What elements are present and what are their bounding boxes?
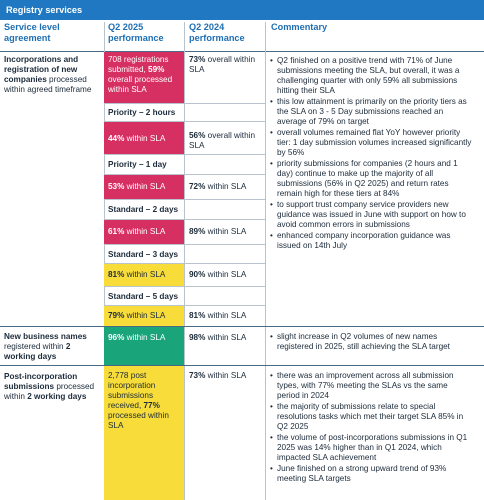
value-text: 708 registrations submitted,	[108, 55, 169, 74]
commentary-item: • overall volumes remained flat YoY however priority tier: 1 day submission volumes increased significantly by 56%	[270, 128, 472, 158]
header-q2-2024: Q2 2024 performance	[189, 22, 245, 43]
commentary-item: • enhanced company incorporation guidance was issued on 14th July	[270, 231, 472, 251]
q2-2024-tier-cell	[185, 220, 265, 240]
commentary-item: • priority submissions for companies (2 hours and 1 day) continue to make up the majority of all submissions (56% in Q2 2025) and return rates remain high for these tiers at 84%	[270, 159, 472, 199]
row-label-bold: Post-incorporation submissions	[4, 372, 78, 391]
value-text: within SLA	[205, 270, 247, 279]
tier-label: Standard – 5 days	[108, 292, 179, 301]
commentary-list	[270, 332, 472, 352]
commentary-item: • slight increase in Q2 volumes of new names registered in 2025, still achieving the SLA target	[270, 332, 472, 352]
row-label-business-names	[0, 329, 104, 365]
value-text: processed within SLA	[108, 411, 169, 430]
value-pct: 44%	[108, 134, 125, 143]
value-text: overall processed within SLA	[108, 75, 173, 94]
q2-2025-tier-cell	[104, 220, 184, 244]
value-text: within SLA	[205, 311, 247, 320]
value-pct: 90%	[189, 270, 206, 279]
commentary-item: • the majority of submissions relate to special resolutions tasks which met their target SLA 85% in Q2 2025	[270, 402, 472, 432]
row-label-incorporations	[0, 52, 104, 98]
q2-2025-business-names-cell	[104, 327, 184, 365]
q2-2025-tier-cell	[104, 306, 184, 326]
row-label-bold: New business names	[4, 332, 87, 341]
row-divider	[104, 154, 265, 155]
header-sla: Service level agreement	[4, 22, 60, 43]
value-pct: 81%	[189, 311, 206, 320]
commentary-item: • there was an improvement across all submission types, with 77% meeting the SLAs vs the same period in 2024	[270, 371, 472, 401]
q2-2025-post-incorporation-cell	[104, 366, 184, 500]
q2-2024-business-names-cell	[185, 327, 265, 346]
value-pct: 79%	[108, 311, 125, 320]
q2-2025-tier-cell	[104, 122, 184, 154]
header-q2-2025: Q2 2025 performance	[108, 22, 164, 43]
value-text: within SLA	[124, 182, 166, 191]
tier-label: Priority – 1 day	[108, 160, 167, 169]
value-text: overall within SLA	[189, 131, 255, 150]
row-divider	[104, 199, 265, 200]
value-pct: 98%	[189, 333, 206, 342]
tier-label: Priority – 2 hours	[108, 108, 176, 117]
q2-2024-post-incorporation-cell	[185, 366, 265, 384]
row-label-text: processed within	[4, 382, 95, 401]
value-text: within SLA	[205, 371, 247, 380]
q2-2024-tier-cell	[185, 306, 265, 324]
row-label-text: registered within	[4, 342, 66, 351]
commentary-item: • this low attainment is primarily on the priority tiers as the SLA on 3 - 5 Day submissions reached an average of 79% on target	[270, 97, 472, 127]
row-label-bold: 2 working days	[4, 342, 71, 361]
value-text: within SLA	[205, 333, 247, 342]
value-pct: 56%	[189, 131, 206, 140]
q2-2024-tier-cell	[185, 128, 265, 154]
commentary-item: • June finished on a strong upward trend of 93% meeting SLA targets	[270, 464, 472, 484]
commentary-item: • Q2 finished on a positive trend with 71% of June submissions meeting the SLA, but overall, it was a challenging quarter with only 59% all submissions hitting their SLA	[270, 56, 472, 96]
value-text: within SLA	[205, 182, 247, 191]
value-text: 2,778 post incorporation submissions received,	[108, 371, 156, 410]
section-title: Registry services	[6, 5, 83, 15]
commentary-item: • to support trust company service providers new guidance was issued in June with support on how to avoid common errors in submissions	[270, 200, 472, 230]
row-label-text: processed within agreed timeframe	[4, 75, 92, 94]
value-text: within SLA	[205, 227, 247, 236]
row-divider	[104, 103, 265, 104]
value-text: within SLA	[124, 333, 166, 342]
value-pct: 73%	[189, 371, 206, 380]
value-pct: 89%	[189, 227, 206, 236]
value-pct: 53%	[108, 182, 125, 191]
commentary-post-incorporation	[266, 368, 476, 488]
value-pct: 72%	[189, 182, 206, 191]
q2-2024-tier-cell	[185, 175, 265, 195]
value-pct: 96%	[108, 333, 125, 342]
header-commentary: Commentary	[271, 22, 328, 32]
value-text: overall within SLA	[189, 55, 255, 74]
q2-2025-overall-cell	[104, 52, 184, 103]
row-label-bold: 2 working days	[27, 392, 87, 401]
q2-2025-tier-cell	[104, 264, 184, 286]
row-label-post-incorporation	[0, 369, 104, 405]
commentary-item: • the volume of post-incorporations submissions in Q1 2025 was 14% higher than in Q1 2024, which impacted SLA achievement	[270, 433, 472, 463]
value-text: within SLA	[124, 134, 166, 143]
commentary-list	[270, 371, 472, 484]
section-title-bar	[0, 0, 484, 20]
tier-label: Standard – 2 days	[108, 205, 179, 214]
value-text: within SLA	[124, 270, 166, 279]
value-pct: 73%	[189, 55, 206, 64]
column-divider	[184, 22, 185, 500]
commentary-list	[270, 56, 472, 251]
value-pct: 77%	[143, 401, 160, 410]
value-text: within SLA	[124, 227, 166, 236]
q2-2024-overall-cell	[185, 52, 265, 78]
value-pct: 59%	[148, 65, 165, 74]
row-divider	[104, 244, 265, 245]
row-label-bold: Incorporations and registration of new companies	[4, 55, 79, 84]
q2-2025-tier-cell	[104, 175, 184, 199]
value-pct: 61%	[108, 227, 125, 236]
value-pct: 81%	[108, 270, 125, 279]
q2-2024-tier-cell	[185, 264, 265, 283]
value-text: within SLA	[124, 311, 166, 320]
commentary-incorporations	[266, 53, 476, 255]
row-divider	[104, 286, 265, 287]
tier-label: Standard – 3 days	[108, 250, 179, 259]
commentary-business-names	[266, 329, 476, 356]
